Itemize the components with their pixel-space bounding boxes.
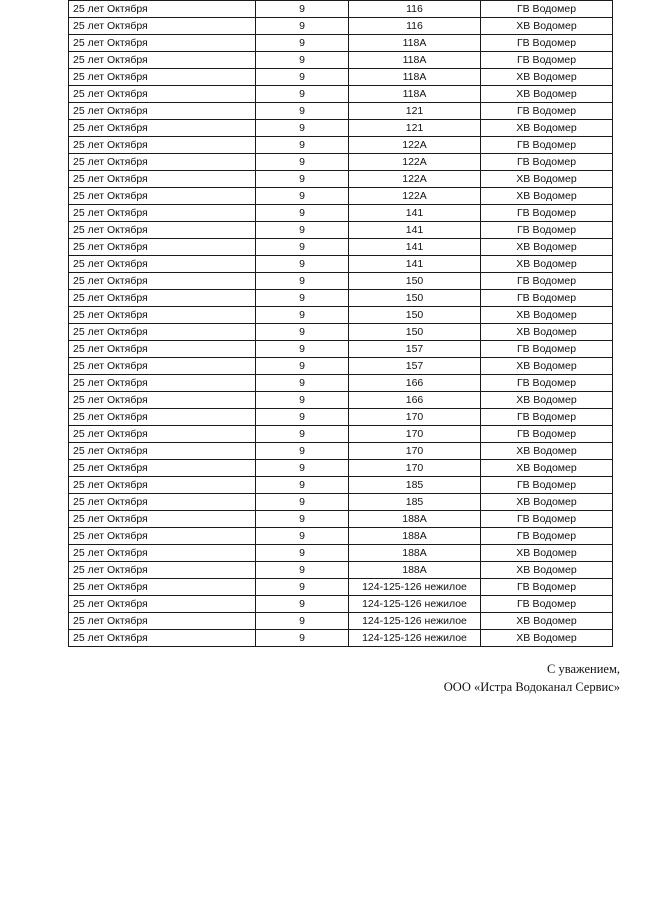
cell-house: 9: [256, 630, 349, 647]
table-row: [69, 477, 613, 494]
cell-apartment: 118А: [349, 52, 481, 69]
cell-apartment: 118А: [349, 35, 481, 52]
cell-apartment: 124-125-126 нежилое: [349, 579, 481, 596]
table-row: [69, 426, 613, 443]
table-row: [69, 86, 613, 103]
cell-house: 9: [256, 324, 349, 341]
cell-street: 25 лет Октября: [69, 511, 256, 528]
cell-apartment: 122А: [349, 188, 481, 205]
cell-house: 9: [256, 341, 349, 358]
cell-street: 25 лет Октября: [69, 18, 256, 35]
cell-apartment: 118А: [349, 86, 481, 103]
cell-street: 25 лет Октября: [69, 579, 256, 596]
cell-meter-type: ГВ Водомер: [481, 1, 613, 18]
cell-meter-type: ХВ Водомер: [481, 562, 613, 579]
cell-apartment: 150: [349, 290, 481, 307]
table-row: [69, 630, 613, 647]
cell-house: 9: [256, 358, 349, 375]
cell-apartment: 141: [349, 256, 481, 273]
cell-apartment: 188А: [349, 528, 481, 545]
table-row: [69, 613, 613, 630]
cell-meter-type: ХВ Водомер: [481, 120, 613, 137]
cell-apartment: 166: [349, 392, 481, 409]
cell-meter-type: ГВ Водомер: [481, 52, 613, 69]
cell-house: 9: [256, 239, 349, 256]
cell-meter-type: ХВ Водомер: [481, 256, 613, 273]
cell-meter-type: ХВ Водомер: [481, 545, 613, 562]
cell-street: 25 лет Октября: [69, 307, 256, 324]
cell-street: 25 лет Октября: [69, 273, 256, 290]
cell-house: 9: [256, 18, 349, 35]
cell-street: 25 лет Октября: [69, 1, 256, 18]
table-row: [69, 341, 613, 358]
cell-house: 9: [256, 494, 349, 511]
table-row: [69, 460, 613, 477]
table-row: [69, 528, 613, 545]
cell-apartment: 116: [349, 1, 481, 18]
cell-meter-type: ХВ Водомер: [481, 188, 613, 205]
table-row: [69, 18, 613, 35]
table-row: [69, 1, 613, 18]
table-row: [69, 120, 613, 137]
cell-meter-type: ХВ Водомер: [481, 443, 613, 460]
table-row: [69, 188, 613, 205]
cell-street: 25 лет Октября: [69, 375, 256, 392]
cell-apartment: 122А: [349, 154, 481, 171]
cell-apartment: 170: [349, 460, 481, 477]
table-row: [69, 443, 613, 460]
cell-apartment: 166: [349, 375, 481, 392]
cell-house: 9: [256, 120, 349, 137]
meter-table-container: [68, 0, 612, 647]
cell-meter-type: ГВ Водомер: [481, 511, 613, 528]
cell-apartment: 188А: [349, 562, 481, 579]
table-row: [69, 392, 613, 409]
cell-house: 9: [256, 273, 349, 290]
cell-house: 9: [256, 460, 349, 477]
cell-house: 9: [256, 545, 349, 562]
cell-apartment: 141: [349, 205, 481, 222]
cell-street: 25 лет Октября: [69, 562, 256, 579]
cell-house: 9: [256, 409, 349, 426]
table-row: [69, 35, 613, 52]
cell-apartment: 141: [349, 239, 481, 256]
table-row: [69, 137, 613, 154]
cell-street: 25 лет Октября: [69, 35, 256, 52]
cell-meter-type: ГВ Водомер: [481, 103, 613, 120]
cell-apartment: 124-125-126 нежилое: [349, 596, 481, 613]
cell-meter-type: ГВ Водомер: [481, 596, 613, 613]
cell-apartment: 118А: [349, 69, 481, 86]
cell-house: 9: [256, 528, 349, 545]
cell-meter-type: ГВ Водомер: [481, 341, 613, 358]
table-row: [69, 103, 613, 120]
cell-meter-type: ХВ Водомер: [481, 613, 613, 630]
cell-meter-type: ГВ Водомер: [481, 137, 613, 154]
cell-street: 25 лет Октября: [69, 358, 256, 375]
cell-meter-type: ГВ Водомер: [481, 222, 613, 239]
cell-meter-type: ХВ Водомер: [481, 494, 613, 511]
cell-street: 25 лет Октября: [69, 205, 256, 222]
cell-house: 9: [256, 307, 349, 324]
cell-house: 9: [256, 426, 349, 443]
cell-apartment: 150: [349, 307, 481, 324]
cell-street: 25 лет Октября: [69, 222, 256, 239]
cell-meter-type: ГВ Водомер: [481, 375, 613, 392]
cell-apartment: 121: [349, 120, 481, 137]
cell-house: 9: [256, 35, 349, 52]
cell-street: 25 лет Октября: [69, 392, 256, 409]
table-row: [69, 562, 613, 579]
cell-apartment: 124-125-126 нежилое: [349, 613, 481, 630]
cell-meter-type: ХВ Водомер: [481, 630, 613, 647]
cell-apartment: 185: [349, 494, 481, 511]
cell-street: 25 лет Октября: [69, 69, 256, 86]
cell-meter-type: ГВ Водомер: [481, 528, 613, 545]
cell-street: 25 лет Октября: [69, 86, 256, 103]
table-row: [69, 545, 613, 562]
cell-street: 25 лет Октября: [69, 290, 256, 307]
cell-apartment: 141: [349, 222, 481, 239]
cell-street: 25 лет Октября: [69, 528, 256, 545]
table-row: [69, 239, 613, 256]
cell-street: 25 лет Октября: [69, 52, 256, 69]
cell-house: 9: [256, 596, 349, 613]
cell-meter-type: ГВ Водомер: [481, 477, 613, 494]
table-row: [69, 171, 613, 188]
table-row: [69, 205, 613, 222]
table-row: [69, 375, 613, 392]
cell-house: 9: [256, 511, 349, 528]
cell-street: 25 лет Октября: [69, 239, 256, 256]
table-row: [69, 307, 613, 324]
cell-street: 25 лет Октября: [69, 171, 256, 188]
cell-street: 25 лет Октября: [69, 154, 256, 171]
cell-house: 9: [256, 375, 349, 392]
cell-house: 9: [256, 579, 349, 596]
cell-house: 9: [256, 256, 349, 273]
table-row: [69, 69, 613, 86]
signature-company: ООО «Истра Водоканал Сервис»: [443, 680, 620, 694]
signature-greeting: С уважением,: [547, 662, 620, 676]
cell-apartment: 124-125-126 нежилое: [349, 630, 481, 647]
cell-apartment: 122А: [349, 137, 481, 154]
cell-meter-type: ХВ Водомер: [481, 460, 613, 477]
table-row: [69, 358, 613, 375]
cell-apartment: 122А: [349, 171, 481, 188]
cell-apartment: 185: [349, 477, 481, 494]
cell-apartment: 150: [349, 324, 481, 341]
cell-meter-type: ГВ Водомер: [481, 409, 613, 426]
cell-street: 25 лет Октября: [69, 494, 256, 511]
cell-apartment: 157: [349, 358, 481, 375]
cell-street: 25 лет Октября: [69, 188, 256, 205]
cell-street: 25 лет Октября: [69, 596, 256, 613]
cell-meter-type: ГВ Водомер: [481, 154, 613, 171]
cell-apartment: 121: [349, 103, 481, 120]
cell-street: 25 лет Октября: [69, 137, 256, 154]
meter-table-body: [69, 1, 613, 647]
table-row: [69, 154, 613, 171]
table-row: [69, 290, 613, 307]
cell-apartment: 188А: [349, 511, 481, 528]
cell-meter-type: ХВ Водомер: [481, 239, 613, 256]
cell-street: 25 лет Октября: [69, 426, 256, 443]
cell-house: 9: [256, 1, 349, 18]
meter-table: [68, 0, 613, 647]
cell-house: 9: [256, 103, 349, 120]
cell-meter-type: ГВ Водомер: [481, 35, 613, 52]
cell-house: 9: [256, 443, 349, 460]
cell-meter-type: ГВ Водомер: [481, 579, 613, 596]
cell-house: 9: [256, 290, 349, 307]
table-row: [69, 409, 613, 426]
cell-street: 25 лет Октября: [69, 545, 256, 562]
signature-block: [444, 660, 620, 696]
cell-apartment: 170: [349, 409, 481, 426]
cell-meter-type: ХВ Водомер: [481, 18, 613, 35]
table-row: [69, 511, 613, 528]
cell-street: 25 лет Октября: [69, 256, 256, 273]
table-row: [69, 52, 613, 69]
cell-street: 25 лет Октября: [69, 409, 256, 426]
cell-street: 25 лет Октября: [69, 630, 256, 647]
cell-house: 9: [256, 222, 349, 239]
cell-street: 25 лет Октября: [69, 324, 256, 341]
cell-apartment: 150: [349, 273, 481, 290]
table-row: [69, 222, 613, 239]
cell-meter-type: ХВ Водомер: [481, 69, 613, 86]
cell-street: 25 лет Октября: [69, 443, 256, 460]
cell-meter-type: ХВ Водомер: [481, 358, 613, 375]
cell-street: 25 лет Октября: [69, 477, 256, 494]
cell-apartment: 170: [349, 426, 481, 443]
cell-street: 25 лет Октября: [69, 341, 256, 358]
table-row: [69, 273, 613, 290]
table-row: [69, 494, 613, 511]
cell-street: 25 лет Октября: [69, 613, 256, 630]
cell-meter-type: ХВ Водомер: [481, 171, 613, 188]
cell-house: 9: [256, 477, 349, 494]
table-row: [69, 596, 613, 613]
cell-apartment: 116: [349, 18, 481, 35]
cell-house: 9: [256, 52, 349, 69]
cell-house: 9: [256, 86, 349, 103]
cell-apartment: 170: [349, 443, 481, 460]
cell-meter-type: ХВ Водомер: [481, 324, 613, 341]
cell-meter-type: ГВ Водомер: [481, 205, 613, 222]
cell-meter-type: ГВ Водомер: [481, 290, 613, 307]
cell-house: 9: [256, 562, 349, 579]
cell-house: 9: [256, 171, 349, 188]
cell-meter-type: ГВ Водомер: [481, 273, 613, 290]
cell-meter-type: ХВ Водомер: [481, 86, 613, 103]
cell-house: 9: [256, 154, 349, 171]
cell-house: 9: [256, 69, 349, 86]
cell-house: 9: [256, 205, 349, 222]
cell-meter-type: ХВ Водомер: [481, 392, 613, 409]
cell-apartment: 157: [349, 341, 481, 358]
table-row: [69, 324, 613, 341]
cell-house: 9: [256, 613, 349, 630]
cell-street: 25 лет Октября: [69, 120, 256, 137]
table-row: [69, 579, 613, 596]
cell-house: 9: [256, 188, 349, 205]
table-row: [69, 256, 613, 273]
cell-house: 9: [256, 137, 349, 154]
cell-house: 9: [256, 392, 349, 409]
cell-meter-type: ГВ Водомер: [481, 426, 613, 443]
cell-meter-type: ХВ Водомер: [481, 307, 613, 324]
cell-apartment: 188А: [349, 545, 481, 562]
cell-street: 25 лет Октября: [69, 460, 256, 477]
cell-street: 25 лет Октября: [69, 103, 256, 120]
